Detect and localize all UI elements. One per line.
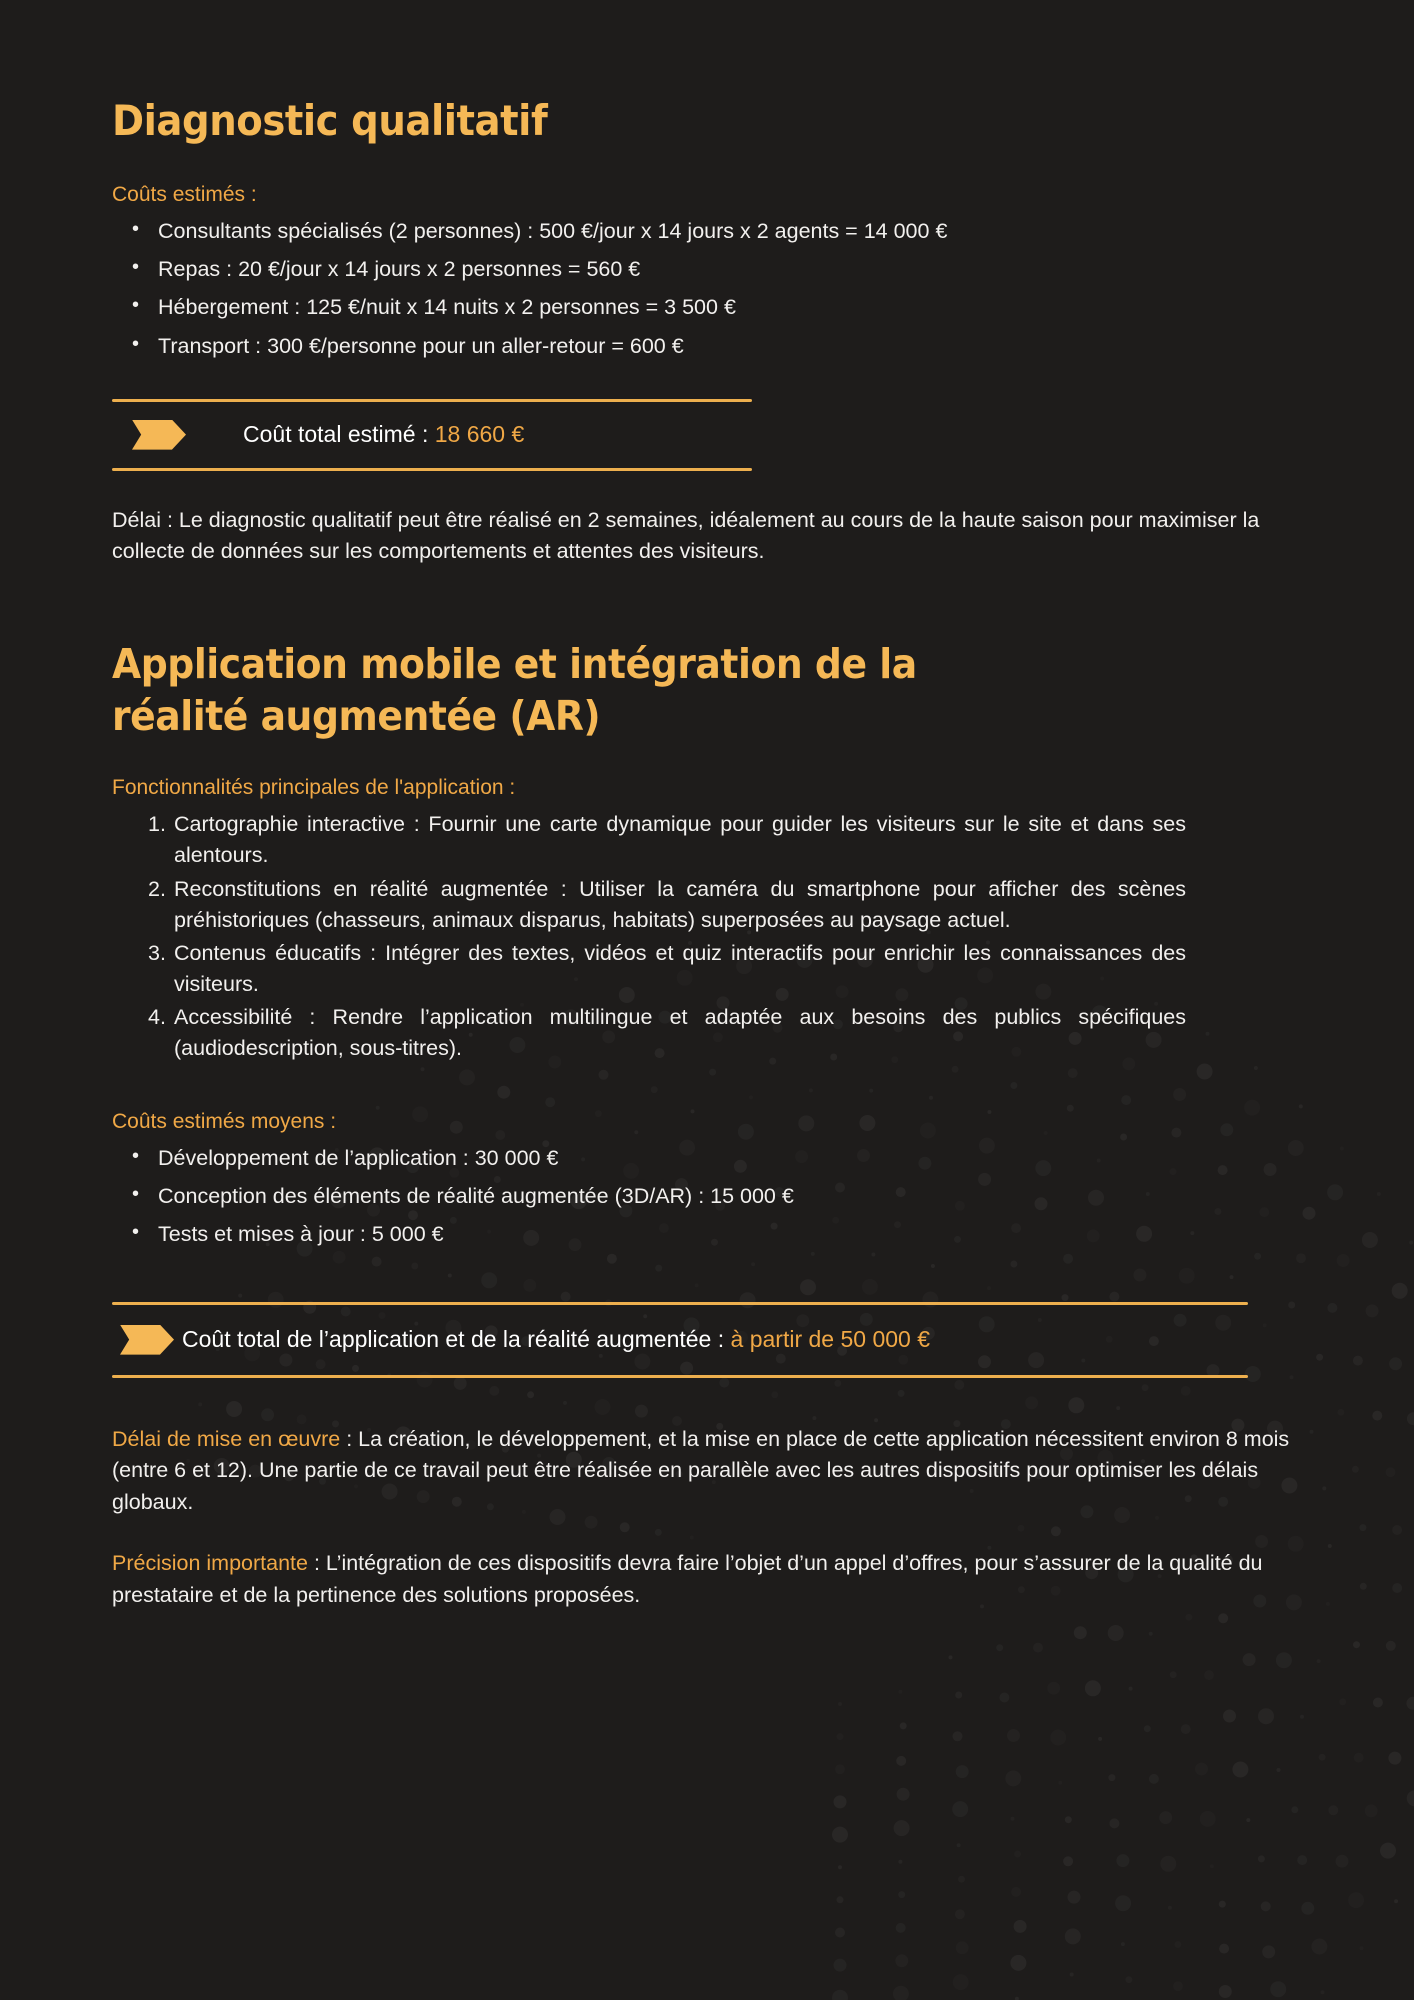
costs-list-application — [112, 1143, 1302, 1258]
features-list-application — [112, 809, 1302, 1066]
delai-text: : La création, le développement, et la mise en place de cette application nécessitent environ 8 mois (entre 6 et 12). Une partie de ce travail peut être réalisée en parallèle avec les autres dispositifs pour optimiser les délais globaux. — [112, 1426, 1290, 1514]
list-item: • Hébergement : 125 €/nuit x 14 nuits x 2 personnes = 3 500 € — [158, 292, 1302, 330]
list-item: Cartographie interactive : Fournir une carte dynamique pour guider les visiteurs sur le site et dans ses alentours. — [174, 812, 1186, 868]
total-cost-amount: 18 660 € — [434, 421, 525, 448]
delai-paragraph-application — [112, 1424, 1302, 1519]
flag-arrow-icon — [132, 420, 186, 450]
delai-lead: Délai de mise en œuvre — [112, 1426, 341, 1451]
list-item: Accessibilité : Rendre l’application multilingue et adaptée aux besoins des publics spécifiques (audiodescription, sous-titres). — [174, 1005, 1186, 1061]
total-cost-text — [182, 1326, 930, 1353]
list-item: • Transport : 300 €/personne pour un aller-retour = 600 € — [158, 331, 1302, 369]
list-item: • Conception des éléments de réalité augmentée (3D/AR) : 15 000 € — [158, 1181, 1302, 1219]
total-cost-block-application — [112, 1302, 1248, 1378]
costs-label-diagnostic: Coûts estimés : — [112, 182, 257, 206]
list-item: Contenus éducatifs : Intégrer des textes, vidéos et quiz interactifs pour enrichir les connaissances des visiteurs. — [174, 940, 1186, 997]
list-item: • Repas : 20 €/jour x 14 jours x 2 personnes = 560 € — [158, 254, 1302, 292]
total-cost-label: Coût total de l’application et de la réalité augmentée : — [182, 1326, 731, 1353]
total-cost-row — [112, 1305, 1248, 1375]
total-cost-block-diagnostic — [112, 399, 752, 471]
features-label-application: Fonctionnalités principales de l'application : — [112, 775, 516, 799]
list-item: Reconstitutions en réalité augmentée : Utiliser la caméra du smartphone pour afficher des scènes préhistoriques (chasseurs, animaux disparus, habitats) superposées au paysage actuel. — [174, 876, 1186, 932]
list-item: • Développement de l’application : 30 000 € — [158, 1143, 1302, 1181]
total-cost-row — [112, 402, 752, 468]
total-cost-text — [243, 421, 524, 448]
list-item: • Consultants spécialisés (2 personnes) : 500 €/jour x 14 jours x 2 agents = 14 000 € — [158, 216, 1302, 254]
precision-text: : L’intégration de ces dispositifs devra faire l’objet d’un appel d’offres, pour s’assurer de la qualité du prestataire et de la pertinence des solutions proposées. — [112, 1551, 1263, 1607]
page-title-application: Application mobile et intégration de la réalité augmentée (AR) — [112, 639, 917, 741]
delai-text: : Le diagnostic qualitatif peut être réalisé en 2 semaines, idéalement au cours de la haute saison pour maximiser la collecte de données sur les comportements et attentes des visiteurs. — [112, 507, 1260, 564]
page-title-diagnostic: Diagnostic qualitatif — [112, 96, 548, 145]
flag-arrow-icon — [120, 1325, 174, 1355]
delai-paragraph-diagnostic — [112, 505, 1302, 568]
delai-lead: Délai — [112, 507, 161, 532]
costs-label-application: Coûts estimés moyens : — [112, 1109, 337, 1133]
list-item: • Tests et mises à jour : 5 000 € — [158, 1219, 1302, 1257]
total-cost-amount: à partir de 50 000 € — [730, 1326, 931, 1353]
total-cost-label: Coût total estimé : — [243, 421, 435, 448]
precision-lead: Précision importante — [112, 1551, 308, 1576]
costs-list-diagnostic — [112, 216, 1302, 369]
precision-paragraph — [112, 1548, 1302, 1611]
